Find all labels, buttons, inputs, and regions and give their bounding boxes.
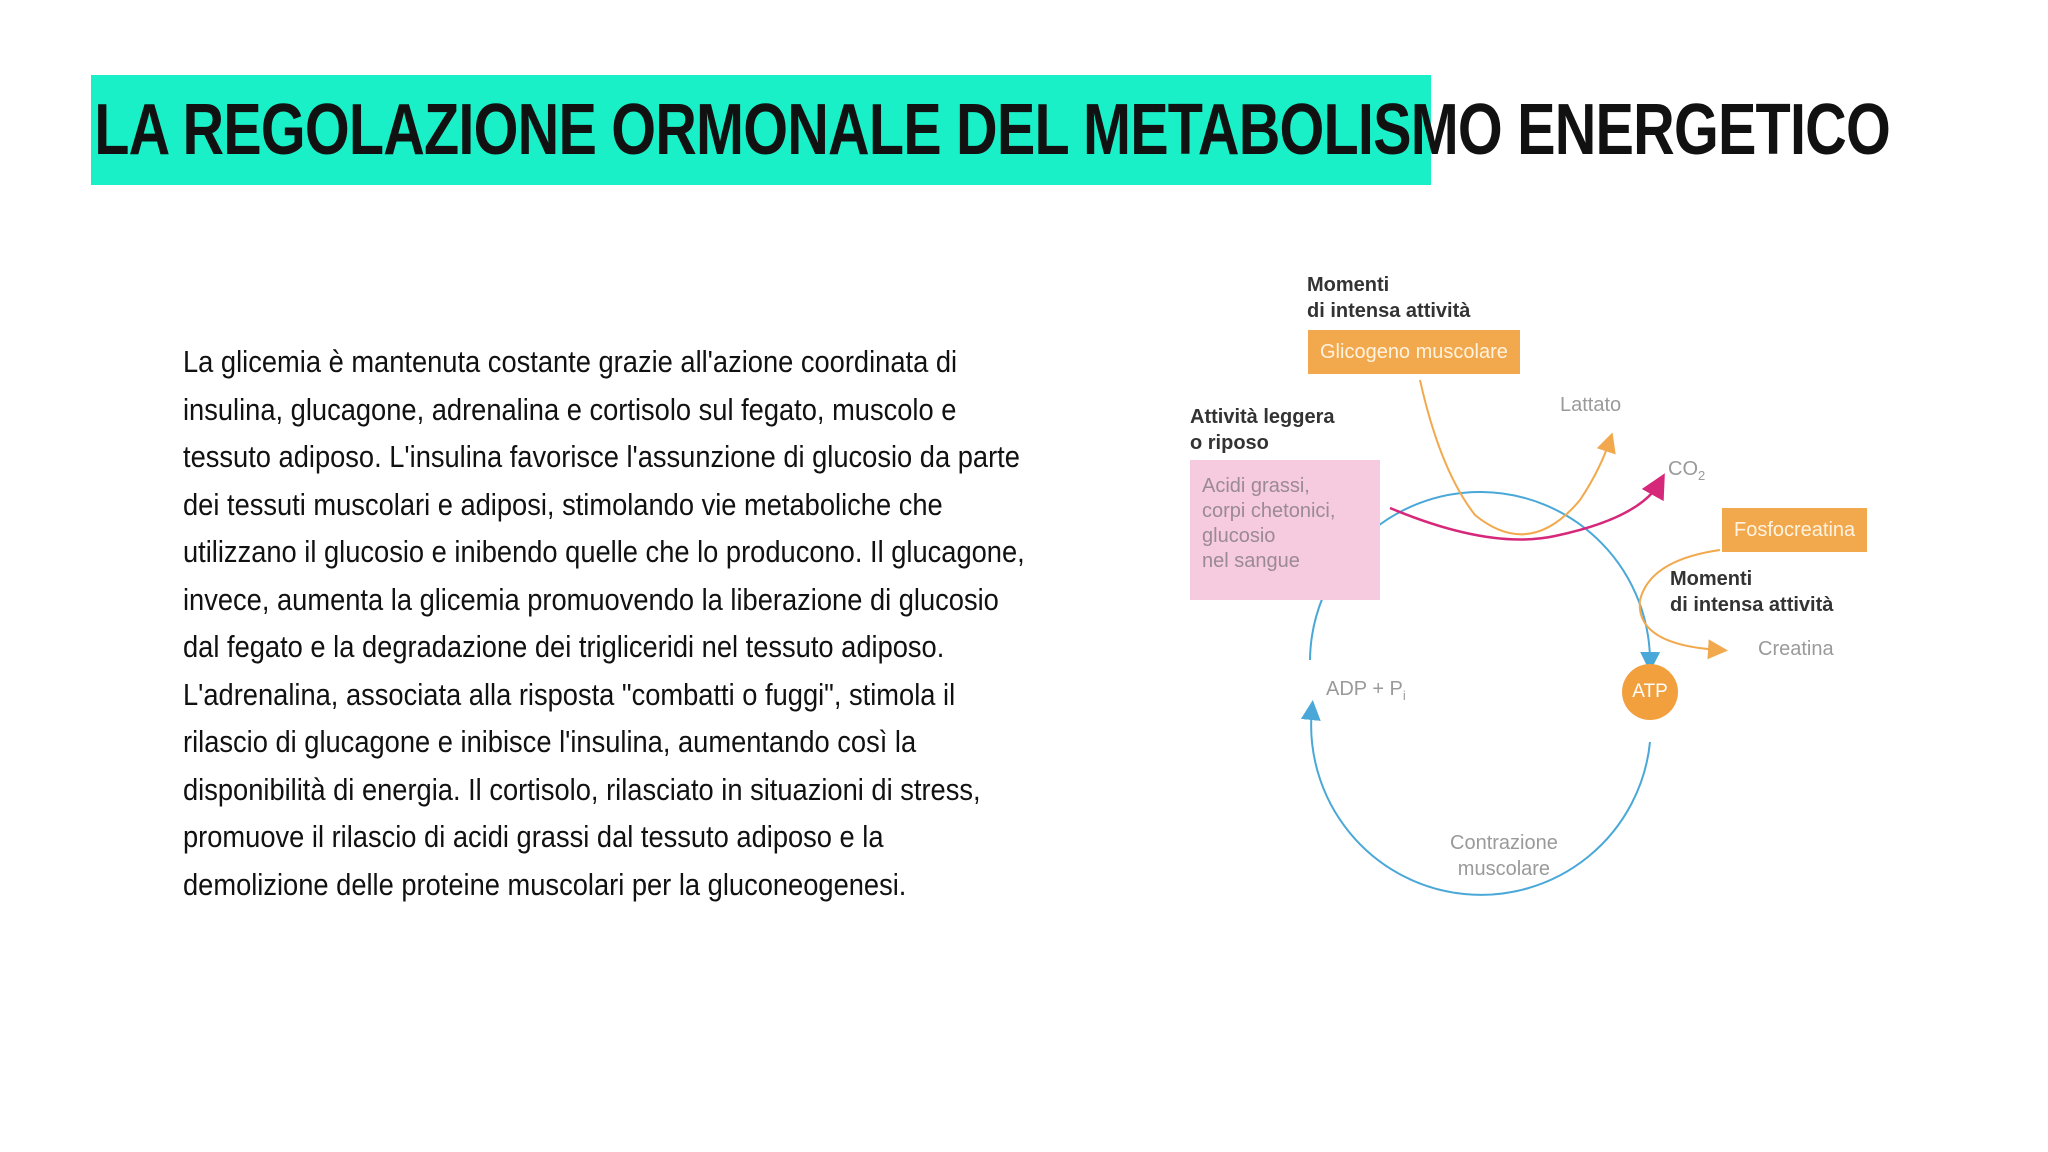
body-line: utilizzano il glucosio e inibendo quelle che lo producono. Il glucagone, <box>183 534 1025 569</box>
body-line: dal fegato e la degradazione dei trigliceridi nel tessuto adiposo. <box>183 629 945 664</box>
body-line: L'adrenalina, associata alla risposta "combatti o fuggi", stimola il <box>183 676 956 712</box>
intense-top-line: Momenti <box>1307 274 1390 296</box>
adp-label <box>1326 676 1406 709</box>
glycogen-box: Glicogeno muscolare <box>1308 330 1520 374</box>
intense-activity-top-label <box>1307 272 1470 324</box>
lactate-label: Lattato <box>1560 394 1622 416</box>
pink-box-line: glucosio <box>1202 525 1276 547</box>
co2-subscript: 2 <box>1698 468 1706 483</box>
phosphocreatine-box: Fosfocreatina <box>1722 508 1867 552</box>
contraction-label <box>1450 830 1558 882</box>
pink-box-line: nel sangue <box>1202 550 1300 572</box>
contraction-line: Contrazione <box>1450 832 1558 854</box>
co2-text: CO <box>1668 458 1698 480</box>
pink-box-line: Acidi grassi, <box>1202 475 1310 497</box>
co2-label <box>1668 456 1705 489</box>
intense-right-line: Momenti <box>1670 568 1753 590</box>
body-line: demolizione delle proteine muscolari per la gluconeogenesi. <box>183 866 907 902</box>
body-line: dei tessuti muscolari e adiposi, stimolando vie metaboliche che <box>183 486 943 522</box>
light-activity-label <box>1190 404 1334 456</box>
creatine-label: Creatina <box>1758 638 1834 660</box>
body-line: La glicemia è mantenuta costante grazie all'azione coordinata di <box>183 344 958 379</box>
body-line: promuove il rilascio di acidi grassi dal tessuto adiposo e la <box>183 819 884 854</box>
light-activity-line: Attività leggera <box>1190 406 1335 428</box>
intense-right-line: di intensa attività <box>1670 594 1834 616</box>
body-line: tessuto adiposo. L'insulina favorisce l'assunzione di glucosio da parte <box>183 439 1020 474</box>
intense-activity-right-label <box>1670 566 1833 618</box>
body-paragraph <box>183 338 1025 908</box>
adp-text: ADP + P <box>1326 678 1403 700</box>
adp-subscript: i <box>1402 688 1406 703</box>
body-line: insulina, glucagone, adrenalina e cortisolo sul fegato, muscolo e <box>183 391 957 427</box>
contraction-line: muscolare <box>1457 858 1551 880</box>
blood-substrates-box <box>1190 460 1380 600</box>
page-title: LA REGOLAZIONE ORMONALE DEL METABOLISMO ENERGETICO <box>94 90 1890 170</box>
intense-top-line: di intensa attività <box>1307 300 1471 322</box>
energy-metabolism-diagram <box>1190 260 1910 920</box>
fat-to-co2-arrow <box>1390 482 1660 540</box>
body-line: disponibilità di energia. Il cortisolo, rilasciato in situazioni di stress, <box>183 771 981 807</box>
light-activity-line: o riposo <box>1190 432 1269 454</box>
atp-node: ATP <box>1622 664 1678 720</box>
pink-box-line: corpi chetonici, <box>1202 500 1336 522</box>
body-line: invece, aumenta la glicemia promuovendo la liberazione di glucosio <box>183 581 999 617</box>
title-banner <box>91 75 1890 185</box>
body-line: rilascio di glucagone e inibisce l'insulina, aumentando così la <box>183 724 917 759</box>
